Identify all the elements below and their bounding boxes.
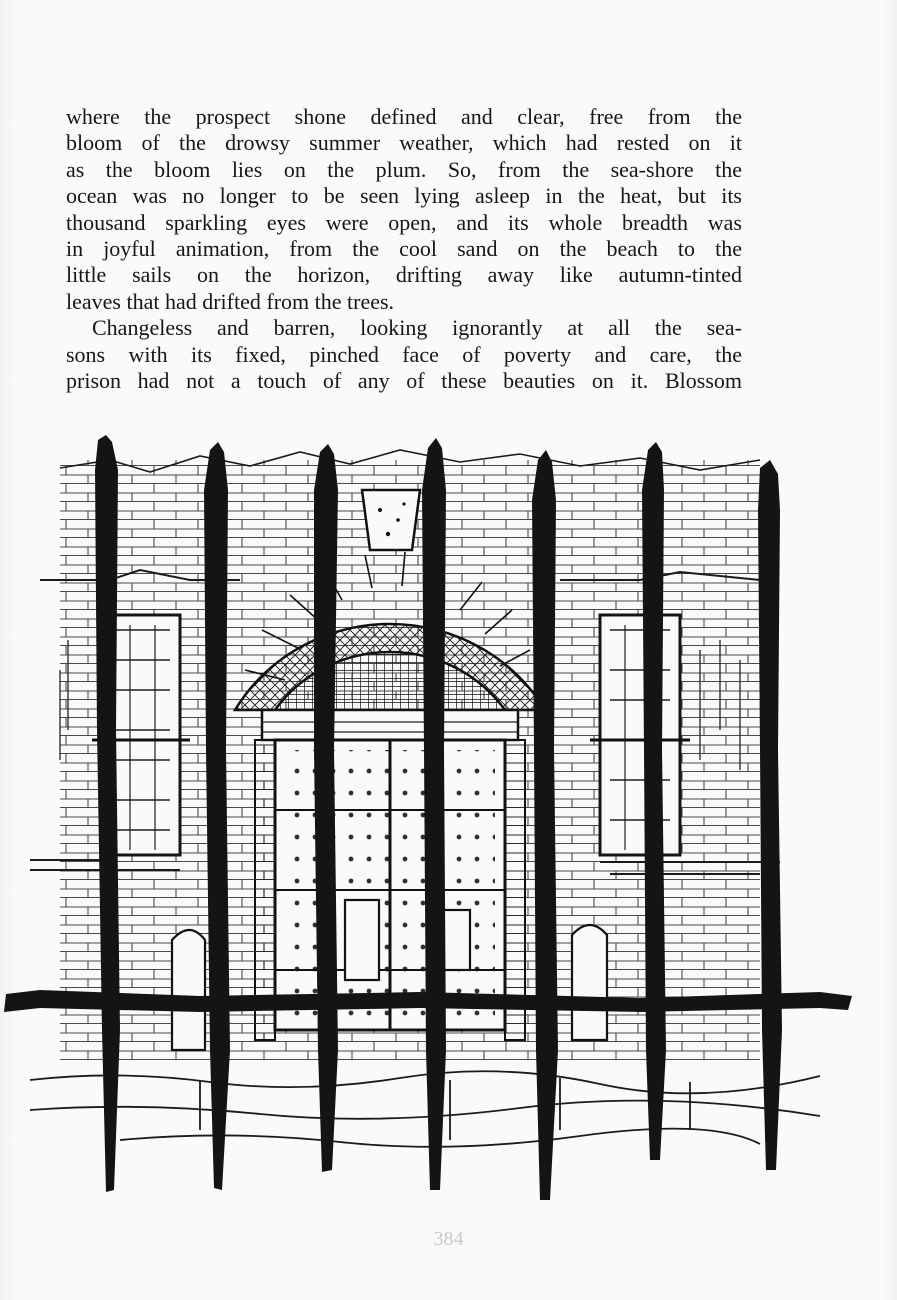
text-line: sons with its fixed, pinched face of poverty and care, the [66, 341, 742, 367]
text-line: little sails on the horizon, drifting away like autumn-tinted [66, 262, 742, 288]
text-line: bloom of the drowsy summer weather, which had rested on it [66, 130, 742, 156]
paragraph-2 [66, 315, 742, 394]
text-line: leaves that had drifted from the trees. [66, 288, 395, 314]
text-line: in joyful animation, from the cool sand on the beach to the [66, 236, 742, 262]
text-line: thousand sparkling eyes were open, and its whole breadth was [66, 209, 742, 235]
paragraph-1 [66, 104, 742, 315]
pavement [30, 1071, 820, 1147]
page-number: 384 [433, 1228, 464, 1250]
text-line: where the prospect shone defined and clear, free from the [66, 104, 742, 129]
prison-gate-illustration [0, 430, 897, 1220]
text-line: ocean was no longer to be seen lying asleep in the heat, but its [66, 183, 742, 209]
text-line: prison had not a touch of any of these beauties on it. Blossom [66, 368, 742, 394]
body-text [66, 104, 742, 394]
text-line: Changeless and barren, looking ignorantly at all the sea- [92, 315, 742, 341]
text-line: as the bloom lies on the plum. So, from the sea-shore the [66, 156, 742, 182]
